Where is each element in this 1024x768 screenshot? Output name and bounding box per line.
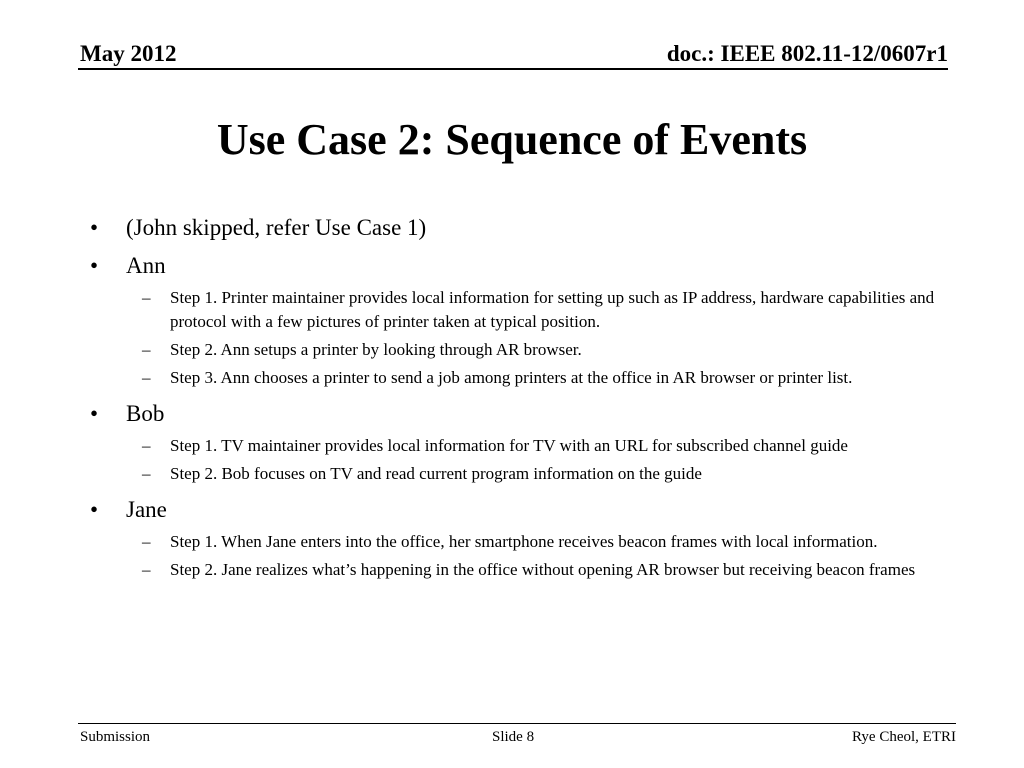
bullet-marker: •: [90, 253, 99, 278]
sub-text: Step 2. Bob focuses on TV and read current program information on the guide: [170, 464, 702, 483]
bullet-item-ann: [80, 252, 950, 280]
bullet-text: Jane: [126, 497, 167, 522]
header-divider: [78, 68, 948, 70]
sub-marker: –: [142, 340, 151, 359]
bullet-marker: •: [90, 497, 99, 522]
sub-item: [80, 286, 950, 334]
sub-marker: –: [142, 368, 151, 387]
bullet-item-john: [80, 214, 950, 242]
sub-marker: –: [142, 532, 151, 551]
sub-item: [80, 366, 950, 390]
sub-marker: –: [142, 560, 151, 579]
bullet-text: Bob: [126, 401, 165, 426]
header-date: May 2012: [80, 41, 177, 66]
sub-text: Step 2. Ann setups a printer by looking through AR browser.: [170, 340, 582, 359]
sub-item: [80, 530, 950, 554]
sub-marker: –: [142, 288, 151, 307]
sub-item: [80, 434, 950, 458]
sub-text: Step 1. When Jane enters into the office, her smartphone receives beacon frames with local information.: [170, 532, 878, 551]
footer-divider: [78, 723, 956, 724]
sub-item: [80, 558, 950, 582]
footer-submission: Submission: [80, 729, 151, 745]
sub-list-ann: [80, 286, 950, 390]
bullet-text: (John skipped, refer Use Case 1): [126, 215, 427, 240]
sub-list-bob: [80, 434, 950, 486]
sub-text: Step 1. TV maintainer provides local information for TV with an URL for subscribed channel guide: [170, 436, 848, 455]
sub-item: [80, 462, 950, 486]
sub-text: Step 2. Jane realizes what’s happening in the office without opening AR browser but receiving beacon frames: [170, 560, 916, 579]
bullet-marker: •: [90, 215, 99, 240]
bullet-item-jane: [80, 496, 950, 524]
bullet-item-bob: [80, 400, 950, 428]
slide-title: Use Case 2: Sequence of Events: [216, 115, 808, 164]
sub-item: [80, 338, 950, 362]
footer-author: Rye Cheol, ETRI: [852, 729, 956, 745]
footer-slide-number: Slide 8: [492, 729, 535, 745]
header-doc-id: doc.: IEEE 802.11-12/0607r1: [666, 41, 948, 66]
sub-marker: –: [142, 436, 151, 455]
bullet-list: [80, 214, 950, 582]
sub-marker: –: [142, 464, 151, 483]
sub-text: Step 3. Ann chooses a printer to send a job among printers at the office in AR browser or printer list.: [170, 368, 853, 387]
bullet-marker: •: [90, 401, 99, 426]
bullet-text: Ann: [126, 253, 166, 278]
sub-text: Step 1. Printer maintainer provides local information for setting up such as IP address, hardware capabilities and protocol with a few pictures of printer taken at typical position.: [170, 288, 935, 331]
sub-list-jane: [80, 530, 950, 582]
